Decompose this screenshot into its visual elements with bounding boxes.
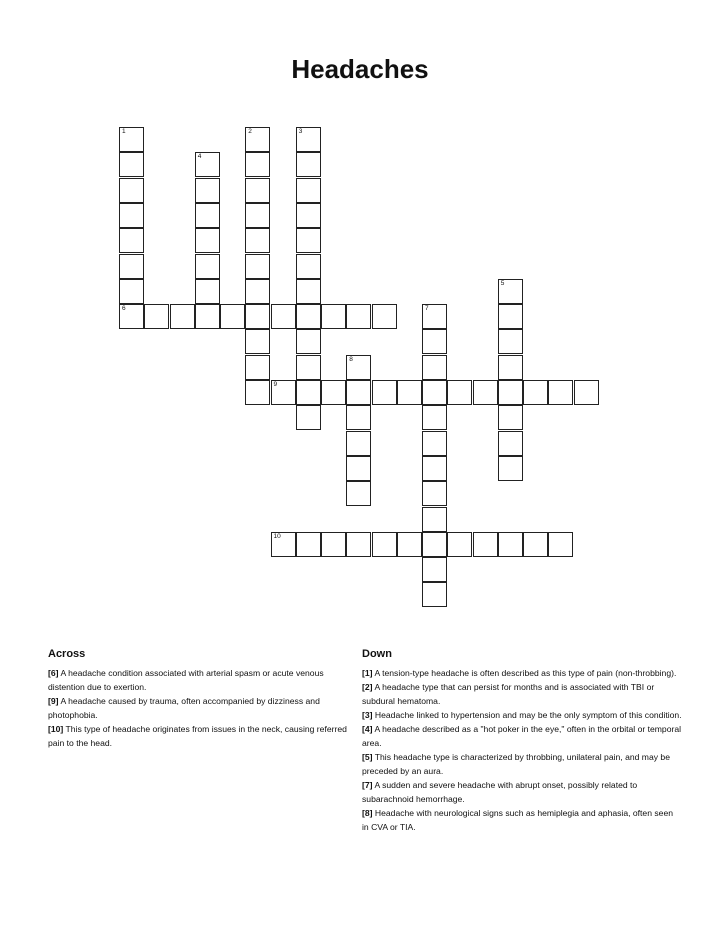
grid-cell[interactable] bbox=[119, 203, 144, 228]
clue-number-label: 7 bbox=[425, 305, 429, 313]
down-clue-number: [2] bbox=[362, 682, 373, 692]
grid-cell[interactable] bbox=[195, 228, 220, 253]
clue-number-label: 6 bbox=[122, 305, 126, 313]
clue-number-label: 3 bbox=[298, 128, 303, 135]
grid-cell[interactable] bbox=[498, 279, 523, 304]
grid-cell[interactable] bbox=[523, 532, 548, 557]
grid-cell[interactable] bbox=[422, 456, 447, 481]
grid-cell[interactable] bbox=[422, 329, 447, 354]
across-clue bbox=[48, 666, 348, 694]
grid-cell[interactable] bbox=[296, 532, 321, 557]
grid-cell[interactable] bbox=[195, 254, 220, 279]
grid-cell[interactable] bbox=[422, 431, 447, 456]
down-clue-number: [5] bbox=[362, 752, 373, 762]
across-clue-list bbox=[48, 666, 348, 750]
grid-cell[interactable] bbox=[346, 405, 371, 430]
grid-cell[interactable] bbox=[245, 228, 270, 253]
clue-number-label: 5 bbox=[500, 279, 505, 287]
grid-cell[interactable] bbox=[119, 279, 144, 304]
down-clue bbox=[362, 708, 682, 722]
grid-cell[interactable] bbox=[548, 532, 573, 557]
grid-cell[interactable] bbox=[245, 127, 270, 152]
grid-cell[interactable] bbox=[498, 355, 523, 380]
grid-cell[interactable] bbox=[422, 355, 447, 380]
down-clue bbox=[362, 806, 682, 834]
down-clue-number: [1] bbox=[362, 668, 373, 678]
down-clue-text: A tension-type headache is often described as this type of pain (non-throbbing). bbox=[374, 668, 677, 678]
grid-cell[interactable] bbox=[195, 304, 220, 329]
down-clue-number: [4] bbox=[362, 724, 373, 734]
down-clue bbox=[362, 666, 682, 680]
grid-cell[interactable] bbox=[498, 380, 523, 405]
grid-cell[interactable] bbox=[195, 203, 220, 228]
grid-cell[interactable] bbox=[245, 355, 270, 380]
grid-cell[interactable] bbox=[296, 279, 321, 304]
grid-cell[interactable] bbox=[296, 304, 321, 329]
down-clue-text: A sudden and severe headache with abrupt onset, possibly related to subarachnoid hemorrhage. bbox=[362, 780, 638, 804]
grid-cell[interactable] bbox=[296, 405, 321, 430]
grid-cell[interactable] bbox=[220, 304, 245, 329]
grid-cell[interactable] bbox=[296, 178, 321, 203]
grid-cell[interactable] bbox=[195, 178, 220, 203]
grid-cell[interactable] bbox=[321, 380, 346, 405]
grid-cell[interactable] bbox=[548, 380, 573, 405]
grid-cell[interactable] bbox=[195, 152, 220, 177]
down-clue bbox=[362, 750, 682, 778]
grid-cell[interactable] bbox=[422, 405, 447, 430]
grid-cell[interactable] bbox=[346, 380, 371, 405]
grid-cell[interactable] bbox=[144, 304, 169, 329]
grid-cell[interactable] bbox=[422, 532, 447, 557]
grid-cell[interactable] bbox=[346, 532, 371, 557]
grid-cell[interactable] bbox=[271, 380, 296, 405]
grid-cell[interactable] bbox=[119, 254, 144, 279]
grid-cell[interactable] bbox=[422, 304, 447, 329]
grid-cell[interactable] bbox=[422, 507, 447, 532]
down-clue bbox=[362, 680, 682, 708]
clue-number-label: 4 bbox=[197, 153, 202, 161]
across-clue-text: This type of headache originates from issues in the neck, causing referred pain to the head. bbox=[48, 724, 347, 748]
grid-cell[interactable] bbox=[195, 279, 220, 304]
grid-cell[interactable] bbox=[296, 380, 321, 405]
grid-cell[interactable] bbox=[119, 304, 144, 329]
grid-cell[interactable] bbox=[447, 380, 472, 405]
down-clue-text: This headache type is characterized by throbbing, unilateral pain, and may be preceded by an aura. bbox=[362, 752, 670, 776]
grid-cell[interactable] bbox=[397, 380, 422, 405]
grid-cell[interactable] bbox=[245, 279, 270, 304]
grid-cell[interactable] bbox=[245, 178, 270, 203]
grid-cell[interactable] bbox=[523, 380, 548, 405]
grid-cell[interactable] bbox=[245, 152, 270, 177]
across-heading: Across bbox=[48, 648, 86, 660]
grid-cell[interactable] bbox=[498, 329, 523, 354]
grid-cell[interactable] bbox=[473, 380, 498, 405]
down-clue-text: A headache type that can persist for months and is associated with TBI or subdural hematoma. bbox=[362, 682, 655, 706]
down-clue-text: A headache described as a "hot poker in the eye," often in the orbital or temporal area. bbox=[362, 724, 682, 748]
grid-cell[interactable] bbox=[346, 481, 371, 506]
grid-cell[interactable] bbox=[296, 254, 321, 279]
grid-cell[interactable] bbox=[321, 304, 346, 329]
clue-number-label: 2 bbox=[248, 128, 252, 135]
grid-cell[interactable] bbox=[119, 228, 144, 253]
grid-cell[interactable] bbox=[498, 431, 523, 456]
down-clues bbox=[362, 648, 682, 834]
down-clue-text: Headache linked to hypertension and may be the only symptom of this condition. bbox=[374, 710, 682, 720]
grid-cell[interactable] bbox=[372, 304, 397, 329]
grid-cell[interactable] bbox=[271, 532, 296, 557]
page-title: Headaches bbox=[291, 54, 429, 84]
down-clue-number: [7] bbox=[362, 780, 373, 790]
grid-cell[interactable] bbox=[245, 380, 270, 405]
grid-cell[interactable] bbox=[296, 152, 321, 177]
grid-cell[interactable] bbox=[245, 304, 270, 329]
grid-cell[interactable] bbox=[473, 532, 498, 557]
grid-cell[interactable] bbox=[119, 127, 144, 152]
grid-cell[interactable] bbox=[296, 203, 321, 228]
grid-cell[interactable] bbox=[245, 329, 270, 354]
grid-cell[interactable] bbox=[119, 152, 144, 177]
down-clue bbox=[362, 778, 682, 806]
grid-cell[interactable] bbox=[498, 532, 523, 557]
grid-cell[interactable] bbox=[346, 355, 371, 380]
grid-cell[interactable] bbox=[346, 304, 371, 329]
across-clue-number: [9] bbox=[48, 696, 59, 706]
grid-cell[interactable] bbox=[498, 405, 523, 430]
clue-number-label: 8 bbox=[349, 355, 353, 363]
across-clue-number: [10] bbox=[48, 724, 64, 734]
grid-cell[interactable] bbox=[346, 431, 371, 456]
grid-cell[interactable] bbox=[498, 304, 523, 329]
grid-cell[interactable] bbox=[498, 456, 523, 481]
grid-cell[interactable] bbox=[296, 127, 321, 152]
grid-cell[interactable] bbox=[422, 557, 447, 582]
grid-cell[interactable] bbox=[372, 380, 397, 405]
clue-number-label: 9 bbox=[273, 381, 278, 388]
across-clue bbox=[48, 694, 348, 722]
grid-cell[interactable] bbox=[346, 456, 371, 481]
grid-cell[interactable] bbox=[245, 254, 270, 279]
clue-number-label: 10 bbox=[273, 532, 281, 540]
across-clue-text: A headache caused by trauma, often accompanied by dizziness and photophobia. bbox=[48, 696, 320, 720]
grid-cell[interactable] bbox=[372, 532, 397, 557]
grid-cell[interactable] bbox=[574, 380, 599, 405]
grid-cell[interactable] bbox=[422, 380, 447, 405]
across-clue bbox=[48, 722, 348, 750]
grid-cell[interactable] bbox=[296, 355, 321, 380]
grid-cell[interactable] bbox=[119, 178, 144, 203]
clue-number-label: 1 bbox=[122, 128, 126, 135]
grid-cell[interactable] bbox=[296, 329, 321, 354]
across-clues bbox=[48, 648, 348, 750]
grid-cell[interactable] bbox=[170, 304, 195, 329]
grid-cell[interactable] bbox=[422, 481, 447, 506]
down-clue-number: [8] bbox=[362, 808, 373, 818]
across-clue-text: A headache condition associated with arterial spasm or acute venous distention due to exertion. bbox=[48, 668, 324, 692]
down-clue-text: Headache with neurological signs such as hemiplegia and aphasia, often seen in CVA or TIA. bbox=[362, 808, 674, 832]
grid-cell[interactable] bbox=[397, 532, 422, 557]
down-clue bbox=[362, 722, 682, 750]
grid-cell[interactable] bbox=[422, 582, 447, 607]
grid-cell[interactable] bbox=[271, 304, 296, 329]
across-clue-number: [6] bbox=[48, 668, 59, 678]
down-heading: Down bbox=[362, 648, 392, 660]
down-clue-number: [3] bbox=[362, 710, 373, 720]
grid-cell[interactable] bbox=[245, 203, 270, 228]
grid-cell[interactable] bbox=[296, 228, 321, 253]
grid-cell[interactable] bbox=[321, 532, 346, 557]
grid-cell[interactable] bbox=[447, 532, 472, 557]
down-clue-list bbox=[362, 666, 682, 834]
